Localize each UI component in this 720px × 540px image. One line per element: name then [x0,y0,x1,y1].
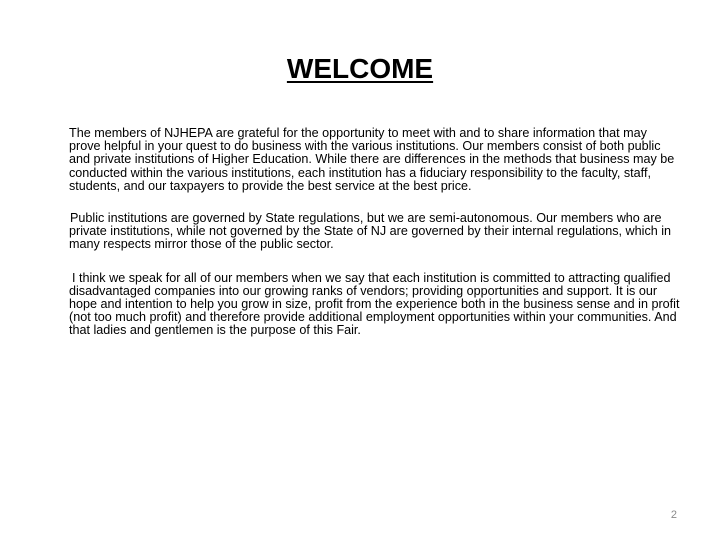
page-number: 2 [670,509,677,521]
paragraph-intro: The members of NJHEPA are grateful for the opportunity to meet with and to share information that may prove helpful in your quest to do business with the various institutions. Our members consist of both public and private institutions of Higher Education. While there are differences in the methods that business may be conducted within the various institutions, each institution has a fiduciary responsibility to the faculty, staff, students, and our taxpayers to provide the best service at the best price. [69,126,675,193]
paragraph-commitment: I think we speak for all of our members when we say that each institution is committed to attracting qualified disadvantaged companies into our growing ranks of vendors; providing opportunities and support. It is our hope and intention to help you grow in size, profit from the experience both in the business sense and in profit (not too much profit) and therefore provide additional employment opportunities within your communities. And that ladies and gentlemen is the purpose of this Fair. [69,270,680,338]
paragraph-public-institutions: Public institutions are governed by State regulations, but we are semi-autonomous. Our members who are private institutions, while not governed by the State of NJ are governed by their internal regulations, which in many respects mirror those of the public sector. [69,211,672,252]
slide-title: WELCOME [286,53,434,84]
slide-body [69,127,681,338]
